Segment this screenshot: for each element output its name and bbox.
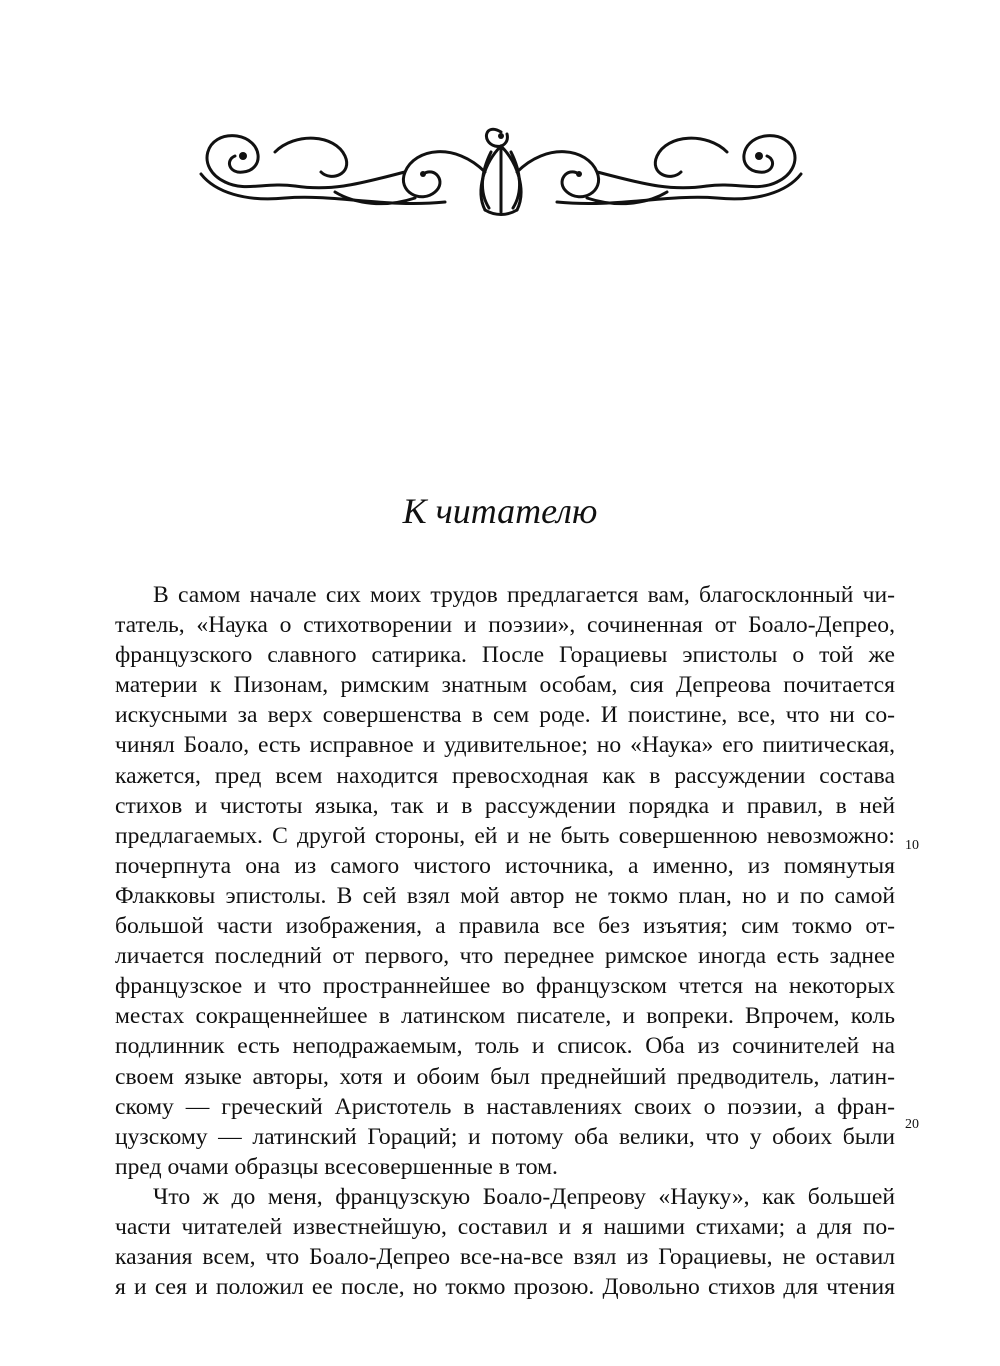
text-line: стихов и чистоты языка, так и в рассуждении порядка и правил, в ней [115,792,895,819]
text-line: французское и что пространнейшее во французском чтется на некоторых [115,973,895,1000]
text-line: подлинник есть неподражаемым, толь и список. Оба из сочинителей на [115,1033,895,1060]
text-line: материи к Пизонам, римским знатным особам, сия Депреова почитается [115,672,895,699]
text-line: казания всем, что Боало-Депрео все-на-все взял из Горациевы, не оставил [115,1244,895,1271]
text-line: кажется, пред всем находится превосходная как в рассуждении состава [115,762,895,789]
text-line: своем языке авторы, хотя и обоим был преднейший предводитель, латин- [115,1063,895,1090]
text-line: скому — греческий Аристотель в наставлениях своих о поэзии, а фран- [115,1093,895,1120]
text-line: предлагаемых. С другой стороны, ей и не быть совершенною невозможно: [115,822,895,849]
chapter-heading: К читателю [402,491,598,531]
text-line: Что ж до меня, французскую Боало-Депреову «Науку», как большей [153,1183,895,1210]
line-number-20: 20 [905,1117,919,1132]
text-line: местах сокращеннейшее в латинском писателе, и вопреки. Впрочем, коль [115,1003,895,1030]
text-line: цузскому — латинский Гораций; и потому оба велики, что у обоих были [115,1123,895,1150]
text-line: Флакковы эпистолы. В сей взял мой автор не токмо план, но и по самой [115,882,895,909]
headpiece-ornament [185,112,817,220]
text-line: я и сея и положил ее после, но токмо прозою. Довольно стихов для чтения [115,1274,895,1301]
text-line: большой части изображения, а правила все без изъятия; сим токмо от- [115,913,895,940]
text-line: почерпнута она из самого чистого источника, а именно, из помянутыя [115,852,895,879]
text-line: личается последний от первого, что переднее римское иногда есть заднее [115,943,895,970]
body-text [115,580,895,1302]
text-line: искусными за верх совершенства в сем роде. И поистине, все, что ни со- [115,702,895,729]
text-line: французского славного сатирика. После Горациевы эпистолы о той же [115,642,895,669]
text-line: пред очами образцы всесовершенные в том. [115,1153,558,1180]
line-number-10: 10 [905,838,919,853]
text-line: татель, «Наука о стихотворении и поэзии», сочиненная от Боало-Депрео, [115,612,895,639]
text-line: части читателей известнейшую, составил и я нашими стихами; а для по- [115,1213,895,1240]
text-line: В самом начале сих моих трудов предлагается вам, благосклонный чи- [153,582,895,608]
text-line: чинял Боало, есть исправное и удивительное; но «Наука» его пиитическая, [115,732,895,759]
